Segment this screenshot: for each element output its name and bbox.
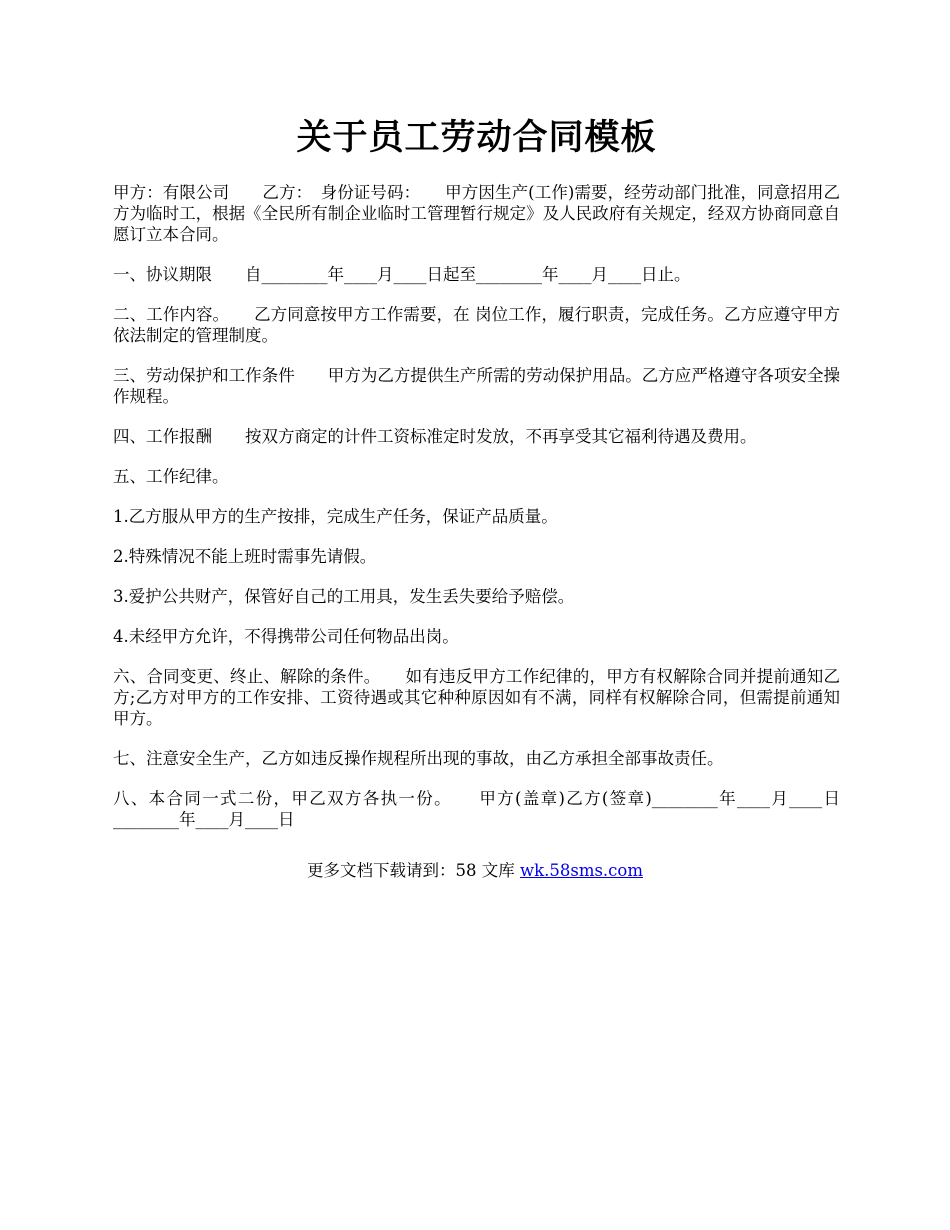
paragraph-discipline-3: 3.爱护公共财产，保管好自己的工用具，发生丢失要给予赔偿。	[113, 587, 575, 606]
document-title: 关于员工劳动合同模板	[296, 117, 657, 158]
paragraph-termination: 六、合同变更、终止、解除的条件。 如有违反甲方工作纪律的，甲方有权解除合同并提前通知乙方;乙方对甲方的工作安排、工资待遇或其它种种原因如有不满，同样有权解除合同，但需提前通知甲方。	[113, 667, 840, 728]
paragraph-remuneration: 四、工作报酬 按双方商定的计件工资标准定时发放，不再享受其它福利待遇及费用。	[113, 427, 757, 446]
download-footer	[0, 860, 950, 882]
document-page	[113, 0, 840, 849]
paragraph-parties: 甲方：有限公司 乙方： 身份证号码： 甲方因生产(工作)需要，经劳动部门批准，同意招用乙方为临时工，根据《全民所有制企业临时工管理暂行规定》及人民政府有关规定，经双方协商同意自愿订立本合同。	[113, 183, 840, 244]
paragraph-discipline-heading: 五、工作纪律。	[113, 467, 229, 486]
paragraph-discipline-2: 2.特殊情况不能上班时需事先请假。	[113, 547, 377, 566]
paragraph-labor-protection: 三、劳动保护和工作条件 甲方为乙方提供生产所需的劳动保护用品。乙方应严格遵守各项安全操作规程。	[113, 366, 840, 406]
footer-link[interactable]: wk.58sms.com	[519, 861, 643, 880]
paragraph-work-content: 二、工作内容。 乙方同意按甲方工作需要，在 岗位工作，履行职责，完成任务。乙方应遵守甲方依法制定的管理制度。	[113, 305, 840, 345]
paragraph-signature: 八、本合同一式二份，甲乙双方各执一份。 甲方(盖章)乙方(签章)________年____月____日________年____月____日	[113, 789, 840, 829]
paragraph-discipline-1: 1.乙方服从甲方的生产按排，完成生产任务，保证产品质量。	[113, 507, 558, 526]
paragraph-safety: 七、注意安全生产，乙方如违反操作规程所出现的事故，由乙方承担全部事故责任。	[113, 749, 724, 768]
paragraph-discipline-4: 4.未经甲方允许，不得携带公司任何物品出岗。	[113, 627, 459, 646]
footer-text: 更多文档下载请到：58 文库	[306, 861, 520, 880]
document-body	[113, 182, 840, 830]
paragraph-term: 一、协议期限 自________年____月____日起至________年____月____日止。	[113, 265, 691, 284]
